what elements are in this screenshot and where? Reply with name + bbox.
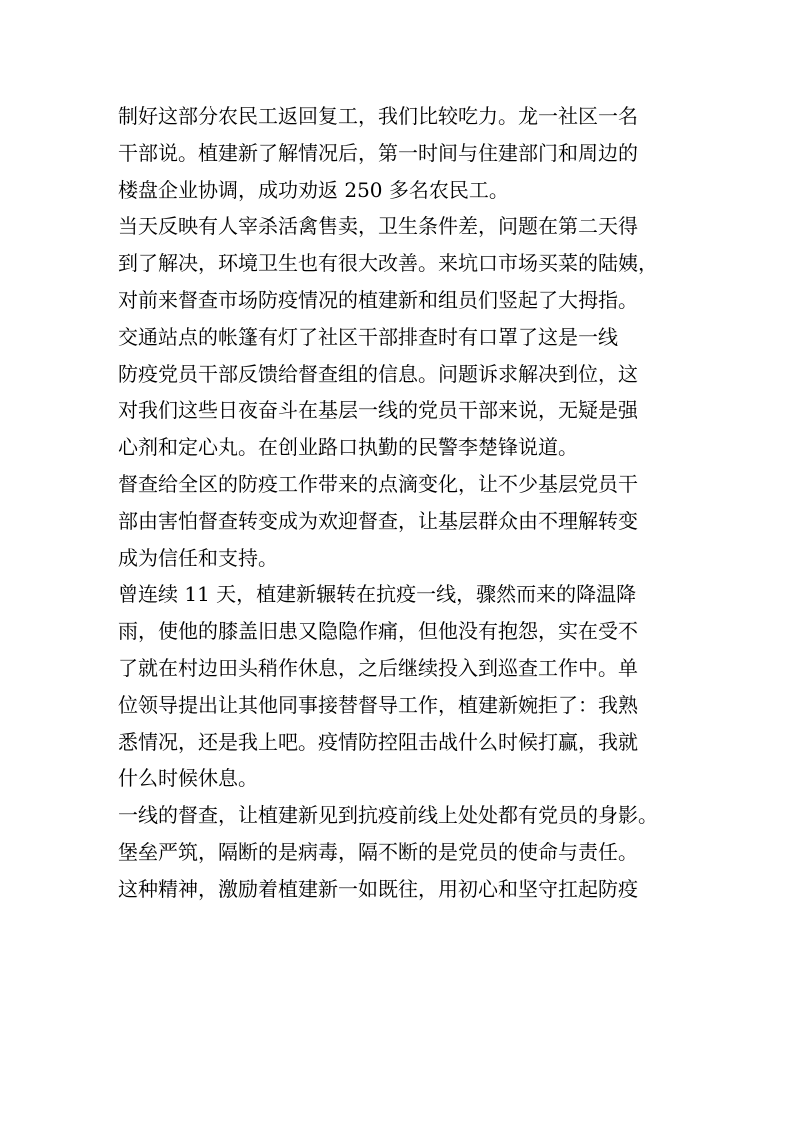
text-line: 到了解决，环境卫生也有很大改善。来坑口市场买菜的陆姨， bbox=[118, 251, 658, 276]
text-line: 对前来督查市场防疫情况的植建新和组员们竖起了大拇指。 bbox=[118, 287, 638, 312]
text-line: 一线的督查，让植建新见到抗疫前线上处处都有党员的身影。 bbox=[118, 803, 658, 828]
text-line: 督查给全区的防疫工作带来的点滴变化，让不少基层党员干 bbox=[118, 471, 638, 496]
document-text-body bbox=[118, 98, 688, 908]
text-line: 曾连续 11 天，植建新辗转在抗疫一线，骤然而来的降温降 bbox=[118, 582, 637, 607]
text-line: 心剂和定心丸。在创业路口执勤的民警李楚锋说道。 bbox=[118, 435, 578, 460]
text-line: 了就在村边田头稍作休息，之后继续投入到巡查工作中。单 bbox=[118, 655, 638, 680]
text-line: 制好这部分农民工返回复工，我们比较吃力。龙一社区一名 bbox=[118, 104, 638, 128]
text-line: 位领导提出让其他同事接替督导工作，植建新婉拒了：我熟 bbox=[118, 692, 638, 717]
text-line: 楼盘企业协调，成功劝返 250 多名农民工。 bbox=[118, 177, 509, 202]
text-line: 这种精神，激励着植建新一如既往，用初心和坚守扛起防疫 bbox=[118, 876, 638, 901]
text-line: 堡垒严筑，隔断的是病毒，隔不断的是党员的使命与责任。 bbox=[118, 839, 638, 864]
text-line: 干部说。植建新了解情况后，第一时间与住建部门和周边的 bbox=[118, 140, 638, 165]
text-line: 交通站点的帐篷有灯了社区干部排查时有口罩了这是一线 bbox=[118, 324, 618, 349]
text-line: 雨，使他的膝盖旧患又隐隐作痛，但他没有抱怨，实在受不 bbox=[118, 619, 638, 644]
text-line: 什么时候休息。 bbox=[118, 766, 258, 791]
text-line: 部由害怕督查转变成为欢迎督查，让基层群众由不理解转变 bbox=[118, 508, 638, 533]
text-line: 当天反映有人宰杀活禽售卖，卫生条件差，问题在第二天得 bbox=[118, 214, 638, 239]
text-line: 成为信任和支持。 bbox=[118, 545, 278, 570]
text-line: 对我们这些日夜奋斗在基层一线的党员干部来说，无疑是强 bbox=[118, 398, 638, 423]
text-line: 悉情况，还是我上吧。疫情防控阻击战什么时候打赢，我就 bbox=[118, 729, 638, 754]
text-line: 防疫党员干部反馈给督查组的信息。问题诉求解决到位，这 bbox=[118, 361, 638, 386]
